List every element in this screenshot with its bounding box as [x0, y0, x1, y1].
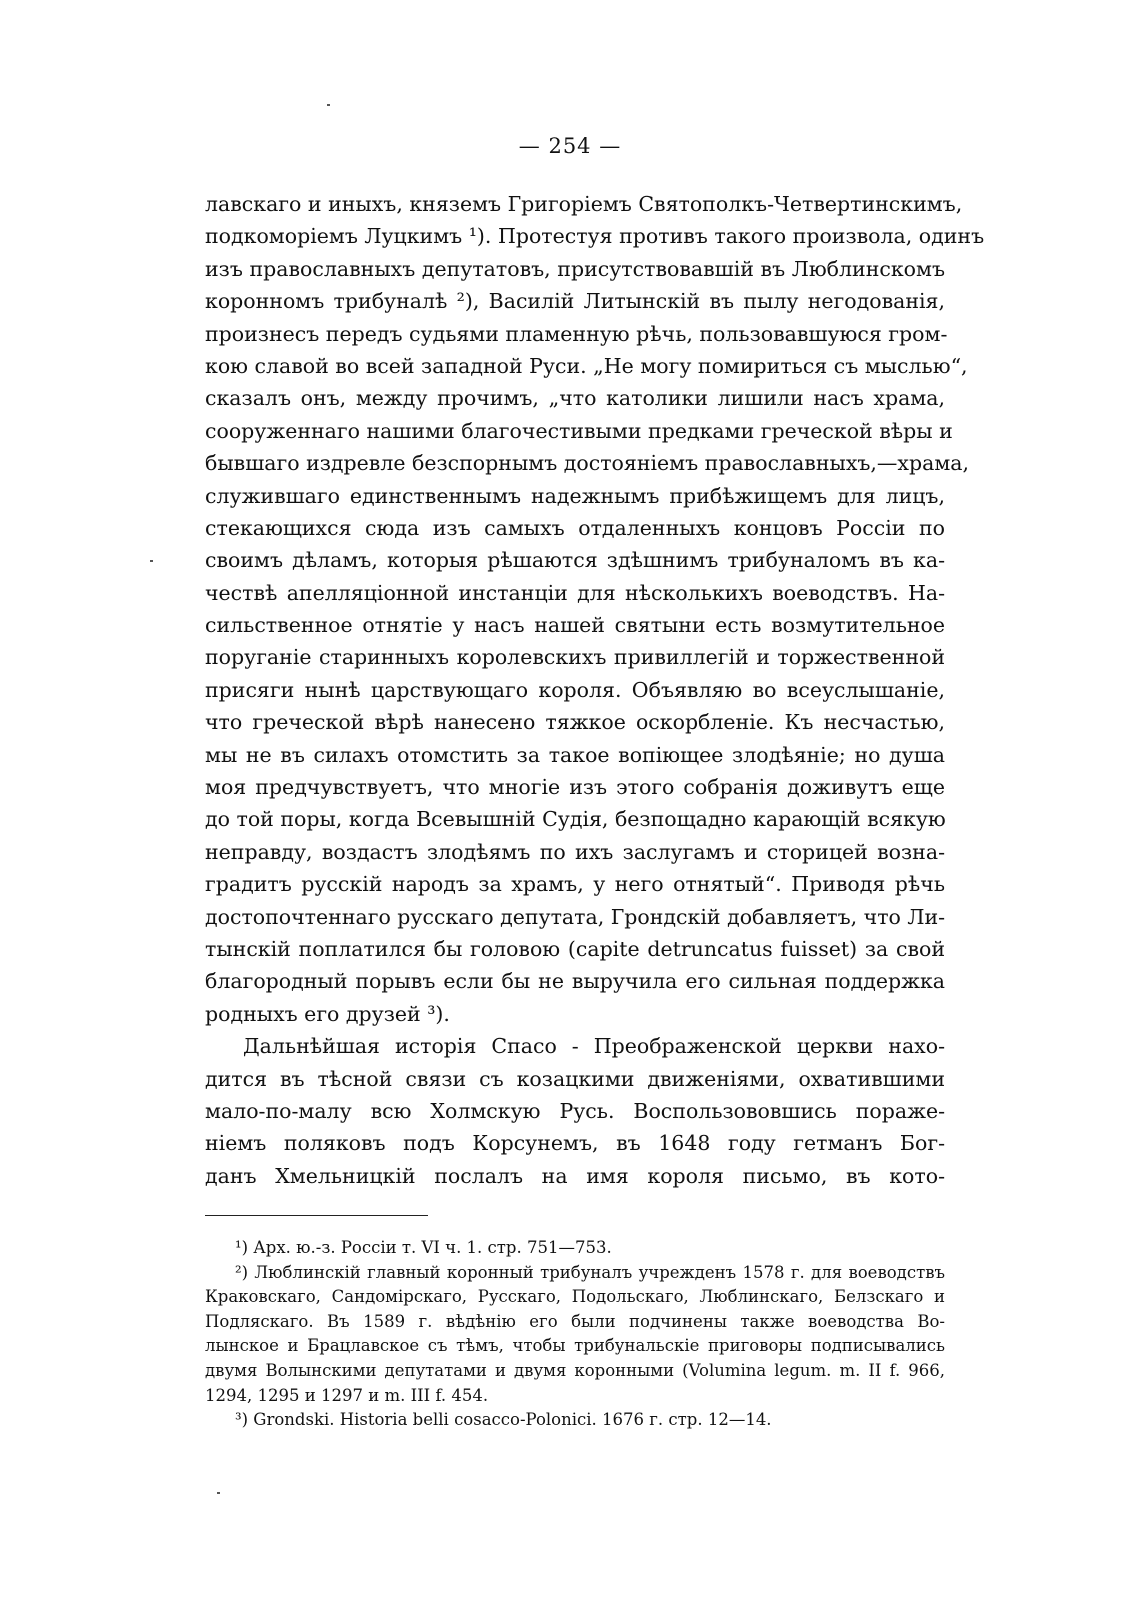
paper-speck [150, 560, 153, 562]
body-line: бывшаго издревле безспорнымъ достояніемъ православныхъ,—храма, [205, 451, 970, 476]
footnote-2-cont: Краковскаго, Сандомірскаго, Русскаго, Подольскаго, Люблинскаго, Белзскаго и [205, 1287, 945, 1307]
body-line: изъ православныхъ депутатовъ, присутствовавшій въ Люблинскомъ [205, 256, 945, 281]
body-line: ніемъ поляковъ подъ Корсунемъ, въ 1648 году гетманъ Бог- [205, 1131, 945, 1156]
body-line: сильственное отнятіе у насъ нашей святыни есть возмутительное [205, 613, 945, 638]
body-line: мы не въ силахъ отомстить за такое вопіющее злодѣяніе; но душа [205, 742, 945, 767]
body-line: служившаго единственнымъ надежнымъ прибѣжищемъ для лицъ, [205, 483, 945, 508]
body-line: кою славой во всей западной Руси. „Не могу помириться съ мыслью“, [205, 353, 968, 378]
body-line: поруганіе старинныхъ королевскихъ привиллегій и торжественной [205, 645, 945, 670]
body-line: сооруженнаго нашими благочестивыми предками греческой вѣры и [205, 418, 953, 443]
footnote-2: ²) Люблинскій главный коронный трибуналъ учрежденъ 1578 г. для воеводствъ [235, 1262, 945, 1282]
body-line: благородный порывъ если бы не выручила его сильная поддержка [205, 969, 945, 994]
body-line: до той поры, когда Всевышній Судія, безпощадно карающій всякую [205, 807, 946, 832]
paper-speck [327, 104, 330, 106]
footnotes [205, 1236, 945, 1433]
body-line: дится въ тѣсной связи съ козацкими движеніями, охватившими [205, 1066, 945, 1091]
body-line: Дальнѣйшая исторія Спасо - Преображенской церкви нахо- [243, 1034, 945, 1059]
paper-speck [217, 1492, 220, 1494]
footnote-3: ³) Grondski. Historia belli cosacco-Polonici. 1676 г. стр. 12—14. [235, 1410, 772, 1430]
body-line: тынскій поплатился бы головою (capite detruncatus fuisset) за свой [205, 936, 945, 961]
body-line: мало-по-малу всю Холмскую Русь. Воспользововшись пораже- [205, 1098, 945, 1123]
footnote-2-cont: 1294, 1295 и 1297 и m. III f. 454. [205, 1385, 489, 1405]
page-number: — 254 — [518, 134, 622, 158]
footnote-2-cont: Подляскаго. Въ 1589 г. вѣдѣнію его были подчинены также воеводства Во- [205, 1311, 945, 1331]
footnote-1: ¹) Арх. ю.-з. Россіи т. VI ч. 1. стр. 751—753. [235, 1238, 612, 1257]
body-line: достопочтеннаго русскаго депутата, Грондскій добавляетъ, что Ли- [205, 904, 946, 929]
body-line: неправду, воздастъ злодѣямъ по ихъ заслугамъ и сторицей возна- [205, 839, 945, 864]
footnote-2-cont: двумя Волынскими депутатами и двумя коронными (Volumina legum. m. II f. 966, [205, 1360, 945, 1380]
body-line: сказалъ онъ, между прочимъ, „что католики лишили насъ храма, [205, 386, 945, 411]
body-line: родныхъ его друзей ³). [205, 1001, 450, 1026]
footnote-divider [205, 1215, 428, 1216]
body-line: моя предчувствуетъ, что многіе изъ этого собранія доживутъ еще [205, 775, 945, 800]
body-line: данъ Хмельницкій послалъ на имя короля письмо, въ кото- [205, 1163, 945, 1188]
body-line: коронномъ трибуналѣ ²), Василій Литынскій въ пылу негодованія, [205, 289, 945, 314]
body-line: подкоморіемъ Луцкимъ ¹). Протестуя противъ такого произвола, одинъ [205, 224, 985, 249]
body-line: чествѣ апелляціонной инстанціи для нѣсколькихъ воеводствъ. На- [205, 580, 945, 605]
footnote-2-cont: лынское и Брацлавское съ тѣмъ, чтобы трибунальскіе приговоры подписывались [205, 1336, 945, 1356]
body-line: лавскаго и иныхъ, княземъ Григоріемъ Святополкъ-Четвертинскимъ, [205, 192, 963, 216]
body-text [205, 188, 985, 1192]
body-line: что греческой вѣрѣ нанесено тяжкое оскорбленіе. Къ несчастью, [205, 710, 945, 735]
body-line: градитъ русскій народъ за храмъ, у него отнятый“. Приводя рѣчь [205, 872, 945, 897]
body-line: присяги нынѣ царствующаго короля. Объявляю во всеуслышаніе, [205, 677, 945, 702]
body-line: произнесъ передъ судьями пламенную рѣчь, пользовавшуюся гром- [205, 321, 948, 346]
body-line: стекающихся сюда изъ самыхъ отдаленныхъ концовъ Россіи по [205, 515, 945, 540]
body-line: своимъ дѣламъ, которыя рѣшаются здѣшнимъ трибуналомъ въ ка- [205, 548, 945, 573]
